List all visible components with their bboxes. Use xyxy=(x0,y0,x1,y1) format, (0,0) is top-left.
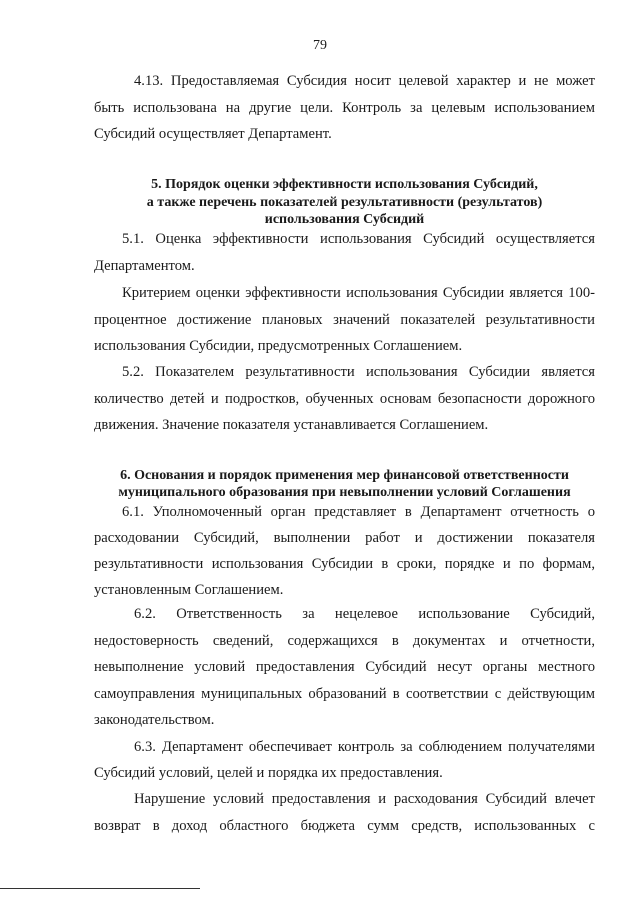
section-heading: а также перечень показателей результативности (результатов) xyxy=(146,195,543,210)
text-line: движения. Значение показателя устанавливается Соглашением. xyxy=(94,417,489,433)
text-line: установленным Соглашением. xyxy=(94,582,284,598)
text-line: процентное достижение плановых значений показателей результативности xyxy=(94,312,595,328)
text-line: 4.13. Предоставляемая Субсидия носит целевой характер и не может xyxy=(134,73,595,89)
text-line: 5.1. Оценка эффективности использования Субсидий осуществляется xyxy=(122,231,595,247)
section-heading: использования Субсидий xyxy=(264,212,425,227)
text-line: результативности использования Субсидии в сроки, порядке и по формам, xyxy=(94,556,595,572)
text-line: 6.1. Уполномоченный орган представляет в Департамент отчетность о xyxy=(122,504,595,520)
text-line: количество детей и подростков, обученных основам безопасности дорожного xyxy=(94,391,595,407)
footer-divider xyxy=(0,888,200,889)
page-number: 79 xyxy=(313,38,327,53)
text-line: использования Субсидии, предусмотренных Соглашением. xyxy=(94,338,463,354)
text-line: Департаментом. xyxy=(94,258,195,274)
text-line: Нарушение условий предоставления и расходования Субсидий влечет xyxy=(134,791,595,807)
text-line: 5.2. Показателем результативности использования Субсидии является xyxy=(122,364,595,380)
text-line: возврат в доход областного бюджета сумм средств, использованных с xyxy=(94,818,595,834)
text-line: законодательством. xyxy=(94,712,215,728)
text-line: недостоверность сведений, содержащихся в документах и отчетности, xyxy=(94,633,595,649)
text-line: 6.3. Департамент обеспечивает контроль за соблюдением получателями xyxy=(134,739,595,755)
section-heading: 5. Порядок оценки эффективности использования Субсидий, xyxy=(151,177,538,192)
text-line: Субсидий осуществляет Департамент. xyxy=(94,126,332,142)
text-line: Субсидий условий, целей и порядка их предоставления. xyxy=(94,765,443,781)
section-heading: муниципального образования при невыполнении условий Соглашения xyxy=(118,485,571,500)
text-line: быть использована на другие цели. Контроль за целевым использованием xyxy=(94,100,595,116)
text-line: Критерием оценки эффективности использования Субсидии является 100- xyxy=(122,285,595,301)
text-line: 6.2. Ответственность за нецелевое использование Субсидий, xyxy=(134,606,595,622)
section-heading: 6. Основания и порядок применения мер финансовой ответственности xyxy=(120,468,569,483)
text-line: невыполнение условий предоставления Субсидий несут органы местного xyxy=(94,659,595,675)
text-line: расходовании Субсидий, выполнении работ и достижении показателя xyxy=(94,530,595,546)
text-line: самоуправления муниципальных образований в соответствии с действующим xyxy=(94,686,595,702)
